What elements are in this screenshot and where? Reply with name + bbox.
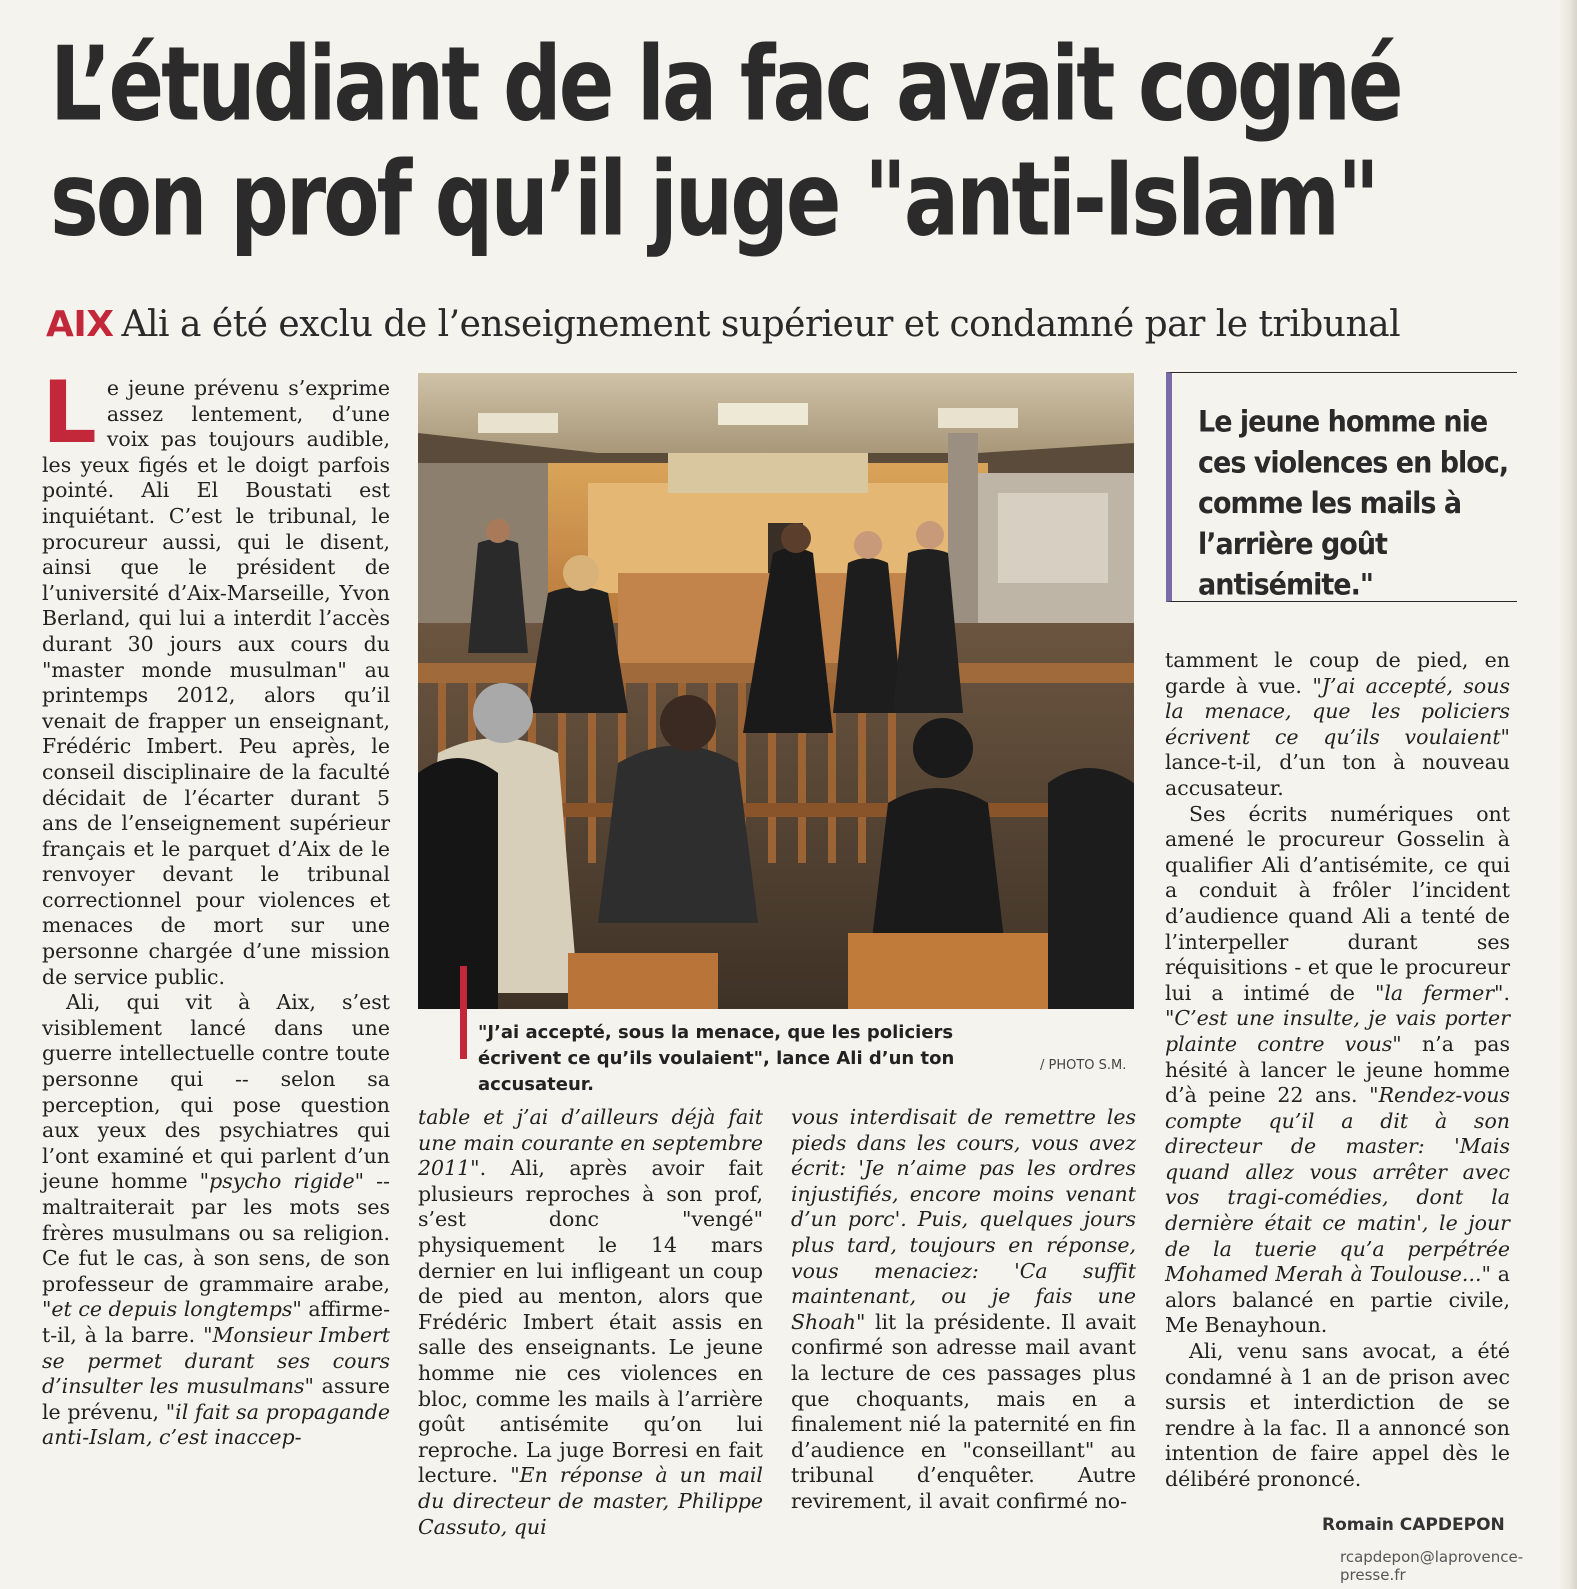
quote-text: "et ce depuis longtemps" [42,1297,302,1322]
author-email: rcapdepon@laprovence-presse.fr [1340,1548,1524,1584]
photo-caption: "J’ai accepté, sous la menace, que les policiers écrivent ce qu’ils voulaient", lance Ali d’un ton accusateur. [478,1022,955,1095]
article-column-4 [1165,648,1510,1493]
paragraph-text: e jeune prévenu s’exprime assez lentement, d’une voix pas toujours audible, les yeux figés et le doigt parfois pointé. Ali El Boustati est inquiétant. C’est le tribunal, le procureur aussi, qui le disent, ainsi que le président de l’université d’Aix-Marseille, Yvon Berland, qui lui a interdit l’accès durant 30 jours aux cours du "master monde musulman" au printemps 2012, alors qu’il venait de frapper un enseignant, Frédéric Imbert. Peu après, le conseil disciplinaire de la faculté décidait de l’écarter durant 5 ans de l’enseignement supérieur français et le parquet d’Aix de le renvoyer devant le tribunal correctionnel pour violences et menaces de mort sur une personne chargée d’une mission de service public. [42,376,390,989]
article-column-1 [42,363,391,1451]
paragraph-text: affirme-t-il, à la barre. [42,1297,390,1347]
headline [50,25,1530,260]
quote-text: "la fermer" [1374,980,1504,1005]
paragraph-text: tamment le coup de pied, en garde à vue. [1165,648,1510,698]
paragraph-text: a alors balancé en partie civile, Me Benayhoun. [1165,1262,1510,1338]
location-kicker: AIX [46,304,114,345]
article-paragraph [42,990,390,1451]
article-paragraph [418,1105,763,1540]
page-edge [1559,0,1577,1589]
quote-text: "C’est une insulte, je vais porter plainte contre vous" [1165,1006,1510,1056]
paragraph-text: Ali, venu sans avocat, a été condamné à 1 an de prison avec sursis et interdiction de se rendre à la fac. Il a annoncé son intention de faire appel dès le délibéré prononcé. [1165,1339,1510,1491]
paragraph-text: Ses écrits numériques ont amené le procureur Gosselin à qualifier Ali d’antisémite, ce qui a conduit à frôler l’incident d’audience quand Ali a tenté de l’interpeller durant ses réquisitions - et que le procureur lui a intimé de [1165,801,1510,1005]
subheadline [46,300,1400,350]
article-paragraph [791,1105,1136,1515]
quote-text: "Rendez-vous compte qu’il a dit à son directeur de master: 'Mais quand allez vous arrêter avec vos tragi-comédies, dont la dernière était ce matin', le jour de la tuerie qu’a perpétrée Mohamed Merah à Toulouse..." [1165,1083,1510,1287]
paragraph-text: lit la présidente. Il avait confirmé son adresse mail avant la lecture de ces passages plus que choquants, mais en a finalement nié la paternité en fin d’audience en "conseillant" au tribunal d’enquêter. Autre revirement, il avait confirmé no- [791,1309,1136,1513]
article-paragraph [1165,648,1510,802]
paragraph-text: n’a pas hésité à lancer le jeune homme d’à peine 22 ans. [1165,1031,1510,1108]
article-paragraph [1165,1339,1510,1493]
headline-line-2: son prof qu’il juge "anti-Islam" [50,140,1377,260]
byline: Romain CAPDEPON [1322,1515,1505,1535]
subheadline-text: Ali a été exclu de l’enseignement supérieur et condamné par le tribunal [121,304,1401,345]
article-paragraph [42,363,390,990]
paragraph-text: lance-t-il, d’un ton à nouveau accusateur. [1165,750,1510,800]
quote-text: "En réponse à un mail du directeur de master, Philippe Cassuto, qui [418,1463,763,1539]
quote-text: "Monsieur Imbert se permet durant ses cours d’insulter les musulmans" [42,1322,391,1399]
quote-text: "il fait sa propagande anti-Islam, c’est inaccep- [42,1399,390,1450]
courtroom-photo [418,373,1134,1009]
quote-text: "J’ai accepté, sous la menace, que les policiers écrivent ce qu’ils voulaient" [1165,673,1510,749]
headline-line-1: L’étudiant de la fac avait cogné [50,25,1401,145]
quote-text: vous interdisait de remettre les pieds dans les cours, vous avez écrit: 'Je n’aime pas les ordres injustifiés, encore moins venant d’un porc'. Puis, quelques jours plus tard, toujours en réponse, vous menaciez: 'Ca suffit maintenant, ou je fais une Shoah" [791,1105,1136,1334]
paragraph-text: . [1503,980,1510,1005]
paragraph-text: assure le prévenu, [42,1374,390,1424]
paragraph-text: . Ali, après avoir fait plusieurs reproches à son prof, s’est donc "vengé" physiquement le 14 mars dernier en lui infligeant un coup de pied au menton, alors que Frédéric Imbert était assis en salle des enseignants. Le jeune homme nie ces violences en bloc, comme les mails à l’arrière goût antisémite qu’on lui reproche. La juge Borresi en fait lecture. [418,1156,763,1488]
caption-accent-bar [460,966,467,1059]
paragraph-text: Ali, qui vit à Aix, s’est visiblement lancé dans une guerre intellectuelle contre toute personne qui -- selon sa perception, qui pose question aux yeux des psychiatres qui l’ont examiné et qui parlent d’un jeune homme [42,990,390,1194]
pullquote: Le jeune homme nie ces violences en bloc, comme les mails à l’arrière goût antisémite." [1198,405,1509,603]
photo-credit: / PHOTO S.M. [1040,1058,1127,1073]
article-column-3 [791,1105,1136,1515]
paragraph-text: -- maltraiterait par les mots ses frères musulmans ou sa religion. Ce fut le cas, à son sens, de son professeur de grammaire arabe, [42,1169,390,1296]
drop-cap: L [42,363,97,463]
courtroom-image [418,373,1134,1009]
quote-text: table et j’ai d’ailleurs déjà fait une main courante en septembre 2011" [418,1105,763,1181]
article-column-2 [418,1105,763,1540]
article-paragraph [1165,802,1510,1339]
quote-text: "psycho rigide" [199,1169,365,1194]
